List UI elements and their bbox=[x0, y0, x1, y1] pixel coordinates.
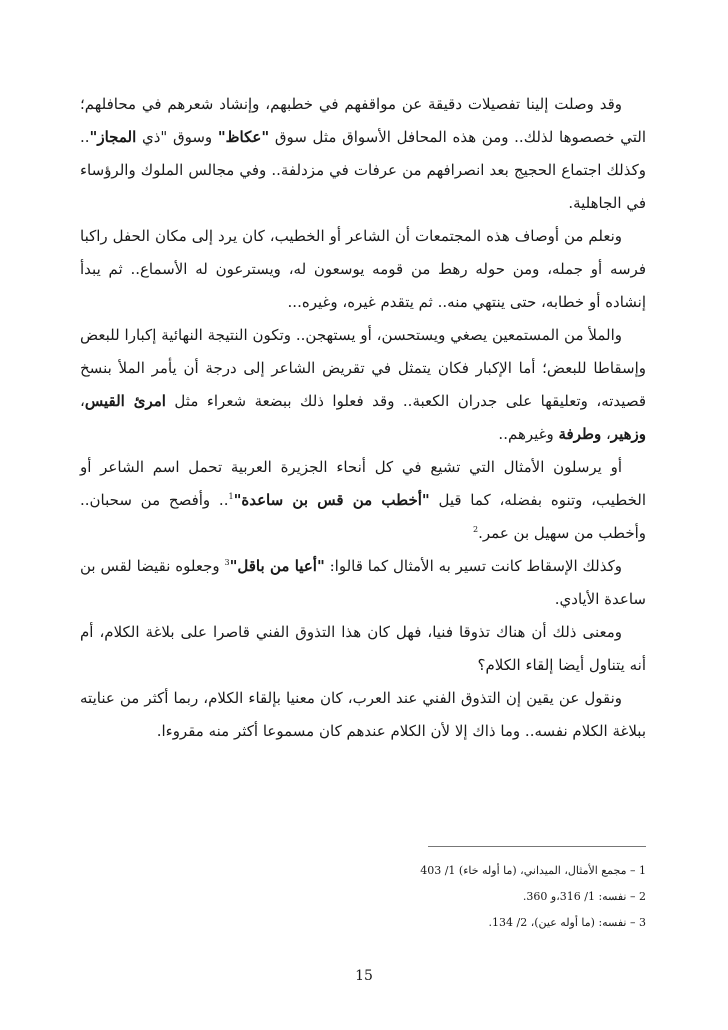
bold-term-majaz: المجاز" bbox=[89, 128, 137, 146]
text-run: وجعلوه نقيضا لقس بن ساعدة الأيادي. bbox=[80, 557, 646, 608]
text-run: والملأ من المستمعين يصغي ويستحسن، أو يستهجن.. وتكون النتيجة النهائية إكبارا للبعض وإسقاطا للبعض؛ أما الإكبار فكان يتمثل في تقريض الشاعر إلى درجة أن يأمر الملأ بنسخ قصيدته، وتعليقها على جدران الكعبة.. وقد فعلوا ذلك ببضعة شعراء مثل bbox=[80, 326, 646, 410]
bold-term-okaz: "عكاظ" bbox=[217, 128, 270, 146]
text-run: .. وكذلك اجتماع الحجيج بعد انصرافهم من عرفات في مزدلفة.. وفي مجالس الملوك والرؤساء في الجاهلية. bbox=[80, 128, 646, 212]
text-run: وغيرهم.. bbox=[498, 425, 559, 443]
footnote-1: 1 – مجمع الأمثال، الميداني، (ما أوله خاء) 1/ 403 bbox=[420, 864, 646, 877]
paragraph-7 bbox=[80, 682, 646, 748]
footnote-ref-1: 1 bbox=[228, 492, 234, 501]
page-number: 15 bbox=[355, 968, 373, 984]
footnote-divider bbox=[428, 846, 646, 847]
paragraph-6 bbox=[80, 616, 646, 682]
paragraph-3 bbox=[80, 319, 646, 451]
text-run: وسوق "ذي bbox=[136, 128, 218, 146]
text-run: ، bbox=[80, 392, 85, 410]
bold-name-imru-al-qays: امرئ القيس bbox=[84, 392, 166, 410]
bold-proverb-qus: "أخطب من قس بن ساعدة" bbox=[233, 491, 430, 509]
footnote-2: 2 – نفسه: 1/ 316،و 360. bbox=[522, 890, 646, 903]
bold-name-zuhayr: وزهير bbox=[610, 425, 646, 443]
text-run: ونقول عن يقين إن التذوق الفني عند العرب، كان معنيا بإلقاء الكلام، ربما أكثر من عنايته ببلاغة الكلام نفسه.. وما ذاك إلا لأن الكلام عندهم كان مسموعا أكثر منه مقروءا. bbox=[80, 689, 646, 740]
footnote-ref-2: 2 bbox=[473, 525, 479, 534]
footnote-3: 3 – نفسه: (ما أوله عين)، 2/ 134. bbox=[488, 916, 646, 929]
text-run: ومعنى ذلك أن هناك تذوقا فنيا، فهل كان هذا التذوق الفني قاصرا على بلاغة الكلام، أم أنه يتناول أيضا إلقاء الكلام؟ bbox=[80, 623, 646, 674]
text-run: ونعلم من أوصاف هذه المجتمعات أن الشاعر أو الخطيب، كان يرد إلى مكان الحفل راكبا فرسه أو جمله، ومن حوله رهط من قومه يوسعون له، ويسترعون له الأسماع.. ثم يبدأ إنشاده أو خطابه، حتى ينتهي منه.. ثم يتقدم غيره، وغيره... bbox=[80, 227, 646, 311]
body-text bbox=[80, 88, 646, 748]
paragraph-1 bbox=[80, 88, 646, 220]
paragraph-5 bbox=[80, 550, 646, 616]
footnote-ref-3: 3 bbox=[224, 558, 230, 567]
text-run: ، bbox=[601, 425, 611, 443]
bold-name-tarafa: وطرفة bbox=[558, 425, 602, 443]
paragraph-2 bbox=[80, 220, 646, 319]
text-run: وقد وصلت إلينا تفصيلات دقيقة عن مواقفهم في خطبهم، وإنشاد شعرهم في محافلهم؛ التي خصصوها لذلك.. ومن هذه المحافل الأسواق مثل سوق bbox=[80, 95, 646, 146]
text-run: .. وأفصح من سحبان.. وأخطب من سهيل بن عمر. bbox=[80, 491, 646, 542]
footnotes bbox=[300, 858, 646, 936]
text-run: وكذلك الإسقاط كانت تسير به الأمثال كما قالوا: bbox=[324, 557, 622, 575]
bold-proverb-baqil: "أعيا من باقل" bbox=[229, 557, 325, 575]
text-run: أو يرسلون الأمثال التي تشيع في كل أنحاء الجزيرة العربية تحمل اسم الشاعر أو الخطيب، وتنوه بفضله، كما قيل bbox=[80, 458, 646, 509]
paragraph-4 bbox=[80, 451, 646, 550]
